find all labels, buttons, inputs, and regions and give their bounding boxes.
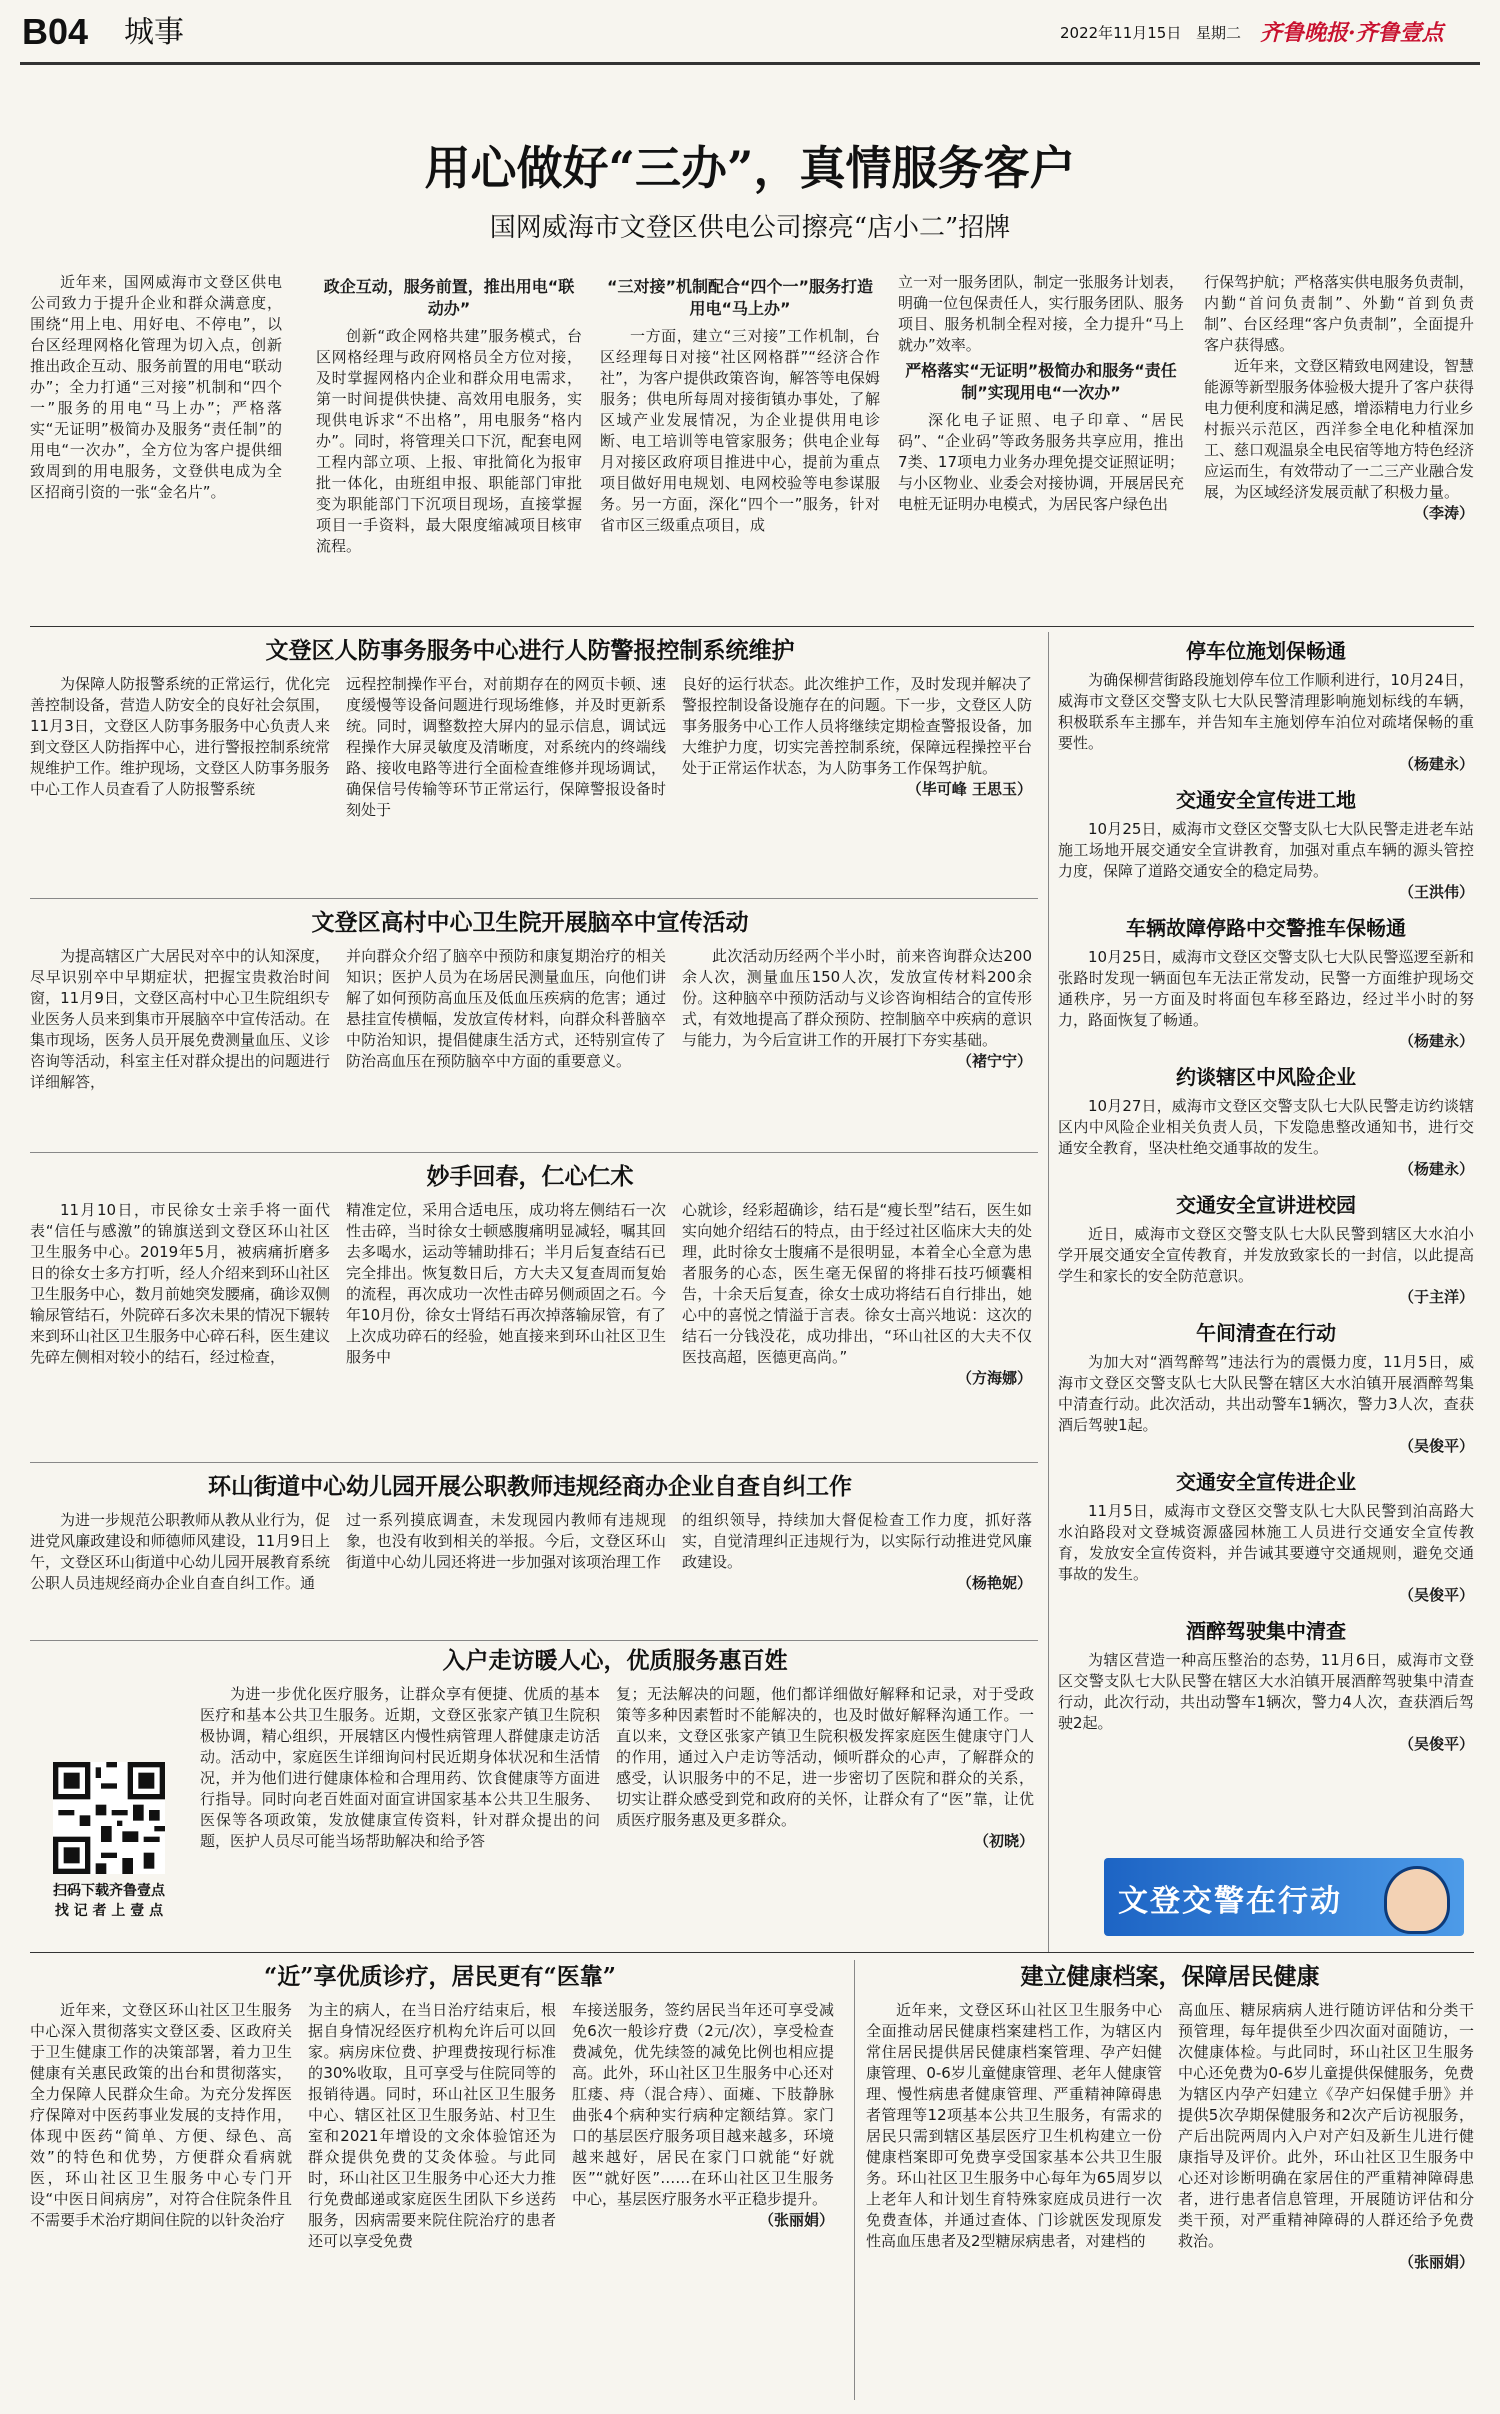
qr-caption: 扫码下载齐鲁壹点 — [53, 1883, 165, 1899]
brief-text: 为加大对“酒驾醉驾”违法行为的震慑力度，11月5日，威海市文登区交警支队七大队民警在辖区大水泊镇开展酒醉驾集中清查行动。此次活动，共出动警车1辆次，警力3人次，查获酒后驾驶1起。 — [1058, 1353, 1474, 1434]
traffic-police-banner — [1104, 1858, 1464, 1936]
lead-paragraph: 一方面，建立“三对接”工作机制，台区经理每日对接“社区网格群”“经济合作社”，为客户提供政策咨询，解答等电保姆服务；供电所每周对接街镇办事处，了解区域产业发展情况，为企业提供用电诊断、电工培训等电管家服务；供电企业每月对接区政府项目推进中心，提前为重点项目做好用电规划、电网校验等电参谋服务。另一方面，深化“四个一”服务，针对省市区三级重点项目，成 — [600, 327, 880, 534]
article-col — [30, 674, 330, 800]
article-rule — [30, 1152, 1038, 1153]
section-name: 城事 — [124, 15, 184, 50]
lead-paragraph: 立一对一服务团队，制定一张服务计划表，明确一位包保责任人，实行服务团队、服务项目、服务机制全程对接，全力提升“马上就办”效率。 — [898, 273, 1184, 354]
article-paragraph: 近年来，文登区环山社区卫生服务中心深入贯彻落实文登区委、区政府关于卫生健康工作的决策部署，着力卫生健康有关惠民政策的出台和贯彻落实，全力保障人民群众生命。为充分发挥医疗保障对中医药事业发展的支持作用，体现中医药“简单、方便、绿色、高效”的特色和优势，方便群众看病就医，环山社区卫生服务中心专门开设“中医日间病房”，对符合住院条件且不需要手术治疗期间住院的以针灸治疗 — [30, 2001, 292, 2229]
brief-byline: （吴俊平） — [1398, 1437, 1474, 1455]
article-byline: （方海娜） — [956, 1369, 1032, 1387]
lead-subsection-title: 严格落实“无证明”极简办和服务“责任制”实现用电“一次办” — [905, 361, 1177, 402]
article-paragraph: 为保障人防报警系统的正常运行，优化完善控制设备，营造人防安全的良好社会氛围，11月3日，文登区人防事务服务中心负责人来到文登区人防指挥中心，进行警报控制系统常规维护工作。维护现场，文登区人防事务服务中心工作人员查看了人防报警系统 — [30, 675, 331, 798]
lead-subsection-title: 政企互动，服务前置，推出用电“联动办” — [323, 277, 575, 318]
article-paragraph: 车接送服务，签约居民当年还可享受减免6次一般诊疗费（2元/次），享受检查费减免，优先续签的减免比例也相应提高。此外，环山社区卫生服务中心还对肛瘘、痔（混合痔）、面瘫、下肢静脉曲张4个病种实行病种定额结算。家门口的基层医疗服务项目越来越多，环境越来越好，居民在家门口就能“好就医”“就好医”……在环山社区卫生服务中心，基层医疗服务水平正稳步提升。 — [572, 2001, 834, 2208]
brief-text: 为辖区营造一种高压整治的态势，11月6日，威海市文登区交警支队七大队民警在辖区大水泊镇开展酒醉驾驶集中清查行动，此次行动，共出动警车1辆次，警力4人次，查获酒后驾驶2起。 — [1058, 1651, 1474, 1732]
brief-text: 11月5日，威海市文登区交警支队七大队民警到泊高路大水泊路段对文登城资源盛园林施工人员进行交通安全宣传教育，发放安全宣传资料，并告诫其要遵守交通规则，避免交通事故的发生。 — [1058, 1502, 1474, 1583]
qr-caption: 找 记 者 上 壹 点 — [54, 1903, 164, 1919]
qr-block[interactable] — [34, 1762, 184, 1922]
article-paragraph: 的组织领导，持续加大督促检查工作力度，抓好落实，自觉清理纠正违规行为，以实际行动推进党风廉政建设。 — [682, 1511, 1032, 1571]
article-paragraph: 11月10日，市民徐女士亲手将一面代表“信任与感激”的锦旗送到文登区环山社区卫生服务中心。2019年5月，被病痛折磨多日的徐女士多方打听，经人介绍来到环山社区卫生服务中心，数月前她突发腰痛，确诊双侧输尿管结石，外院碎石多次未果的情况下辗转来到环山社区卫生服务中心碎石科，医生建议先碎左侧相对较小的结石，经过检查， — [30, 1201, 331, 1366]
article-headline: 妙手回春，仁心仁术 — [426, 1163, 634, 1190]
article-col — [682, 946, 1032, 1072]
brief-byline: （于主洋） — [1398, 1288, 1474, 1306]
article-col — [866, 2000, 1162, 2252]
brief-headline: 停车位施划保畅通 — [1186, 639, 1346, 663]
header-rule — [20, 62, 1480, 65]
brief-item — [1058, 913, 1474, 1052]
article-col — [682, 1200, 1032, 1389]
article-paragraph: 高血压、糖尿病病人进行随访评估和分类干预管理，每年提供至少四次面对面随访，一次健康体检。与此同时，环山社区卫生服务中心还免费为0-6岁儿童提供保健服务，免费为辖区内孕产妇建立《孕产妇保健手册》并提供5次孕期保健服务和2次产后访视服务，产后出院两周内入户对产妇及新生儿进行健康指导及评价。此外，环山社区卫生服务中心还对诊断明确在家居住的严重精神障碍患者，进行患者信息管理，开展随访评估和分类干预，对严重精神障碍的人群还给予免费救治。 — [1178, 2001, 1474, 2250]
article-paragraph: 精准定位，采用合适电压，成功将左侧结石一次性击碎，当时徐女士顿感腹痛明显减轻，嘱其回去多喝水，运动等辅助排石；半月后复查结石已完全排出。恢复数日后，方大夫又复查周而复始的流程，再次成功一次性击碎另侧顽固之石。今年10月份，徐女士肾结石再次掉落输尿管，有了上次成功碎石的经验，她直接来到环山社区卫生服务中 — [346, 1201, 666, 1366]
article-col — [572, 2000, 834, 2231]
brief-headline: 交通安全宣传进工地 — [1176, 788, 1356, 812]
article-col — [30, 2000, 292, 2231]
lead-col-4 — [898, 272, 1184, 515]
lead-paragraph: 创新“政企网格共建”服务模式，台区网格经理与政府网格员全方位对接，及时掌握网格内企业和群众用电需求，第一时间提供快捷、高效用电服务，实现供电诉求“不出格”，用电服务“格内办”。同时，将管理关口下沉，配套电网工程内部立项、上报、审批简化为报审批一体化，由班组申报、职能部门审批变为职能部门下沉项目现场，直接掌握项目一手资料，最大限度缩减项目核审流程。 — [316, 327, 582, 555]
article-paragraph: 复；无法解决的问题，他们都详细做好解释和记录，对于受政策等多种因素暂时不能解决的，也及时做好解释沟通工作。一直以来，文登区张家产镇卫生院积极发挥家庭医生健康守门人的作用，通过入户走访等活动，倾听群众的心声，了解群众的感受，认识服务中的不足，进一步密切了医院和群众的关系，切实让群众感受到党和政府的关怀，让群众有了“医”靠，让优质医疗服务惠及更多群众。 — [616, 1685, 1034, 1829]
lead-col-5 — [1204, 272, 1474, 524]
article-paragraph: 为提高辖区广大居民对卒中的认知深度，尽早识别卒中早期症状，把握宝贵救治时间窗，11月9日，文登区高村中心卫生院组织专业医务人员来到集市开展脑卒中宣传活动。在集市现场，医务人员开展免费测量血压、义诊咨询等活动，科室主任对群众提出的问题进行详细解答， — [30, 947, 331, 1091]
article-paragraph: 为进一步规范公职教师从教从业行为，促进党风廉政建设和师德师风建设，11月9日上午，文登区环山街道中心幼儿园开展教育系统公职人员违规经商办企业自查自纠工作。通 — [30, 1511, 331, 1592]
article-paragraph: 此次活动历经两个半小时，前来咨询群众达200余人次，测量血压150人次，发放宣传材料200余份。这种脑卒中预防活动与义诊咨询相结合的宣传形式，有效地提高了群众预防、控制脑卒中疾病的意识与能力，为今后宣讲工作的开展打下夯实基础。 — [682, 947, 1032, 1049]
brief-item — [1058, 785, 1474, 903]
lead-subhead: 国网威海市文登区供电公司擦亮“店小二”招牌 — [489, 213, 1011, 243]
brief-byline: （杨建永） — [1398, 755, 1474, 773]
sidebar-briefs — [1058, 636, 1474, 1765]
qr-code-icon[interactable] — [53, 1762, 165, 1874]
lead-bottom-rule — [30, 626, 1474, 627]
article-headline: 建立健康档案，保障居民健康 — [1020, 1963, 1320, 1990]
article-col — [346, 1510, 666, 1573]
article-paragraph: 过一系列摸底调查，未发现园内教师有违规现象，也没有收到相关的举报。今后，文登区环山街道中心幼儿园还将进一步加强对该项治理工作 — [346, 1511, 666, 1571]
lead-col-1 — [30, 272, 282, 503]
brief-item — [1058, 1062, 1474, 1180]
article-col — [682, 674, 1032, 800]
article-paragraph: 并向群众介绍了脑卒中预防和康复期治疗的相关知识；医护人员为在场居民测量血压，向他们讲解了如何预防高血压及低血压疾病的危害；通过悬挂宣传横幅，发放宣传材料，向群众科普脑卒中防治知识，提倡健康生活方式，还特别宣传了防治高血压在预防脑卒中方面的重要意义。 — [346, 947, 666, 1070]
article-col — [1178, 2000, 1474, 2273]
article-col — [346, 1200, 666, 1368]
page-header — [0, 0, 1500, 64]
article-paragraph: 心就诊，经彩超确诊，结石是“瘦长型”结石，医生如实向她介绍结石的特点，由于经过社区临床大夫的处理，此时徐女士腹痛不是很明显，本着全心全意为患者服务的心态，医生毫无保留的将排石技巧倾囊相告，十余天后复查，徐女士成功将结石自行排出，她心中的喜悦之情溢于言表。徐女士高兴地说：这次的结石一分钱没花，成功排出，“环山社区的大夫不仅医技高超，医德更高尚。” — [682, 1201, 1032, 1366]
article-paragraph: 良好的运行状态。此次维护工作，及时发现并解决了警报控制设备设施存在的问题。下一步，文登区人防事务服务中心工作人员将继续定期检查警报设备，加大维护力度，切实完善控制系统，保障远程操控平台处于正常运作状态，为人防事务工作保驾护航。 — [682, 675, 1032, 777]
article-col — [346, 674, 666, 821]
brief-text: 10月25日，威海市文登区交警支队七大队民警走进老车站施工场地开展交通安全宣讲教育，加强对重点车辆的源头管控力度，保障了道路交通安全的稳定局势。 — [1058, 820, 1474, 880]
lead-col-3 — [600, 272, 880, 536]
lead-byline: （李涛） — [1413, 504, 1474, 522]
brief-text: 10月25日，威海市文登区交警支队七大队民警巡逻至新和张路时发现一辆面包车无法正常发动，民警一方面维护现场交通秩序，另一方面及时将面包车移至路边，经过半小时的努力，路面恢复了畅通。 — [1058, 948, 1474, 1029]
article-paragraph: 近年来，文登区环山社区卫生服务中心全面推动居民健康档案建档工作，为辖区内常住居民提供居民健康档案管理、孕产妇健康管理、0-6岁儿童健康管理、老年人健康管理、慢性病患者健康管理、严重精神障碍患者管理等12项基本公共卫生服务，有需求的居民只需到辖区基层医疗卫生机构建立一份健康档案即可免费享受国家基本公共卫生服务。环山社区卫生服务中心每年为65周岁以上老年人和计划生育特殊家庭成员进行一次免费查体，并通过查体、门诊就医发现原发性高血压患者及2型糖尿病患者，对建档的 — [866, 2001, 1162, 2250]
banner-text: 文登交警在行动 — [1118, 1884, 1342, 1919]
article-col — [616, 1684, 1034, 1852]
article-col — [346, 946, 666, 1072]
brief-item — [1058, 1467, 1474, 1606]
brief-text: 为确保柳营街路段施划停车位工作顺利进行，10月24日，威海市文登区交警支队七大队民警清理影响施划标线的车辆，积极联系车主挪车，并告知车主施划停车泊位对疏堵保畅的重要性。 — [1058, 671, 1474, 752]
brief-item — [1058, 636, 1474, 775]
article-byline: （毕可峰 王思玉） — [906, 780, 1032, 798]
lead-paragraph: 近年来，国网威海市文登区供电公司致力于提升企业和群众满意度，围绕“用上电、用好电、不停电”，以台区经理网格化管理为切入点，创新推出政企互动、服务前置的用电“联动办”；全力打通“三对接”机制和“四个一”服务的用电“马上办”；严格落实“无证明”极简办及服务“责任制”的用电“一次办”，全方位为客户提供细致周到的用电服务，文登供电成为全区招商引资的一张“金名片”。 — [30, 273, 282, 501]
brief-item — [1058, 1318, 1474, 1457]
brief-byline: （杨建永） — [1398, 1032, 1474, 1050]
article-col — [308, 2000, 556, 2252]
brief-headline: 约谈辖区中风险企业 — [1176, 1065, 1356, 1089]
article-col — [30, 946, 330, 1093]
brief-text: 近日，威海市文登区交警支队七大队民警到辖区大水泊小学开展交通安全宣传教育，并发放致家长的一封信，以此提高学生和家长的安全防范意识。 — [1058, 1225, 1474, 1285]
brief-text: 10月27日，威海市文登区交警支队七大队民警走访约谈辖区内中风险企业相关负责人员，下发隐患整改通知书，进行交通安全教育，坚决杜绝交通事故的发生。 — [1058, 1097, 1474, 1157]
brief-headline: 交通安全宣讲进校园 — [1176, 1193, 1356, 1217]
article-rule — [30, 1462, 1038, 1463]
section-rule — [30, 1952, 1474, 1953]
article-headline: 文登区人防事务服务中心进行人防警报控制系统维护 — [265, 637, 795, 664]
article-paragraph: 远程控制操作平台，对前期存在的网页卡顿、速度缓慢等设备问题进行现场维修，并及时更新系统。同时，调整数控大屏内的显示信息，调试远程操作大屏灵敏度及清晰度，对系统内的终端线路、接收电路等进行全面检查维修并现场调试，确保信号传输等环节正常运行，保障警报设备时刻处于 — [346, 675, 666, 819]
brief-byline: （吴俊平） — [1398, 1735, 1474, 1753]
article-headline: 环山街道中心幼儿园开展公职教师违规经商办企业自查自纠工作 — [208, 1473, 852, 1500]
brief-item — [1058, 1616, 1474, 1755]
brief-byline: （吴俊平） — [1398, 1586, 1474, 1604]
lead-subsection-title: “三对接”机制配合“四个一”服务打造用电“马上办” — [606, 277, 874, 318]
lead-headline: 用心做好“三办”，真情服务客户 — [424, 141, 1076, 195]
lead-paragraph: 行保驾护航；严格落实供电服务负责制，内勤“首问负责制”、外勤“首到负责制”、台区经理“客户负责制”，全面提升客户获得感。 — [1204, 273, 1475, 354]
article-col — [30, 1200, 330, 1368]
brief-headline: 车辆故障停路中交警推车保畅通 — [1126, 916, 1406, 940]
sidebar-divider — [1048, 632, 1049, 1952]
article-headline: 入户走访暖人心，优质服务惠百姓 — [442, 1647, 788, 1674]
brief-byline: （杨建永） — [1398, 1160, 1474, 1178]
brief-item — [1058, 1190, 1474, 1308]
article-headline: “近”享优质诊疗，居民更有“医靠” — [264, 1963, 616, 1990]
article-col — [682, 1510, 1032, 1594]
article-byline: （褚宁宁） — [956, 1052, 1032, 1070]
brief-byline: （王洪伟） — [1398, 883, 1474, 901]
article-byline: （张丽娟） — [758, 2211, 834, 2229]
brief-headline: 午间清查在行动 — [1196, 1321, 1336, 1345]
article-col — [30, 1510, 330, 1594]
page-number: B04 — [22, 11, 89, 52]
brief-headline: 酒醉驾驶集中清查 — [1186, 1619, 1346, 1643]
article-paragraph: 为进一步优化医疗服务，让群众享有便捷、优质的基本医疗和基本公共卫生服务。近期，文登区张家产镇卫生院积极协调，精心组织，开展辖区内慢性病管理人群健康走访活动。活动中，家庭医生详细询问村民近期身体状况和生活情况，并为他们进行健康体检和合理用药、饮食健康等方面进行指导。同时向老百姓面对面宣讲国家基本公共卫生服务、医保等各项政策，发放健康宣传资料，针对群众提出的问题，医护人员尽可能当场帮助解决和给予答 — [200, 1685, 600, 1850]
article-rule — [30, 1640, 1038, 1641]
article-rule — [30, 898, 1038, 899]
article-byline: （初晓） — [973, 1832, 1034, 1850]
article-col — [200, 1684, 600, 1852]
brief-headline: 交通安全宣传进企业 — [1176, 1470, 1356, 1494]
article-paragraph: 为主的病人，在当日治疗结束后，根据自身情况经医疗机构允许后可以回家。病房床位费、护理费按现行标准的30%收取，且可享受与住院同等的报销待遇。同时，环山社区卫生服务中心、辖区社区卫生服务站、村卫生室和2021年增设的文氽体验馆还为群众提供免费的艾灸体验。与此同时，环山社区卫生服务中心还大力推行免费邮递或家庭医生团队下乡送药服务，因病需要来院住院治疗的患者还可以享受免费 — [308, 2001, 556, 2250]
lead-col-2 — [316, 272, 582, 557]
paper-logo: 齐鲁晚报·齐鲁壹点 — [1260, 20, 1444, 46]
article-byline: （杨艳妮） — [956, 1574, 1032, 1592]
issue-date: 2022年11月15日 — [1060, 24, 1182, 42]
police-mascot-icon — [1384, 1866, 1450, 1934]
lead-paragraph: 近年来，文登区精致电网建设，智慧能源等新型服务体验极大提升了客户获得电力便利度和满足感，增添精电力行业乡村振兴示范区，西洋参全电化种植深加工、慈口观温泉全电民宿等地方特色经济应运而生，有效带动了一二三产业融合发展，为区域经济发展贡献了积极力量。 — [1204, 357, 1475, 501]
lead-paragraph: 深化电子证照、电子印章、“居民码”、“企业码”等政务服务共享应用，推出7类、17项电力业务办理免提交证照证明；与小区物业、业委会对接协调，开展居民充电桩无证明办电模式，为居民客户绿色出 — [898, 411, 1184, 513]
issue-weekday: 星期二 — [1196, 24, 1242, 42]
article-byline: （张丽娟） — [1398, 2253, 1474, 2271]
column-divider — [854, 1960, 855, 2400]
article-headline: 文登区高村中心卫生院开展脑卒中宣传活动 — [311, 909, 749, 936]
